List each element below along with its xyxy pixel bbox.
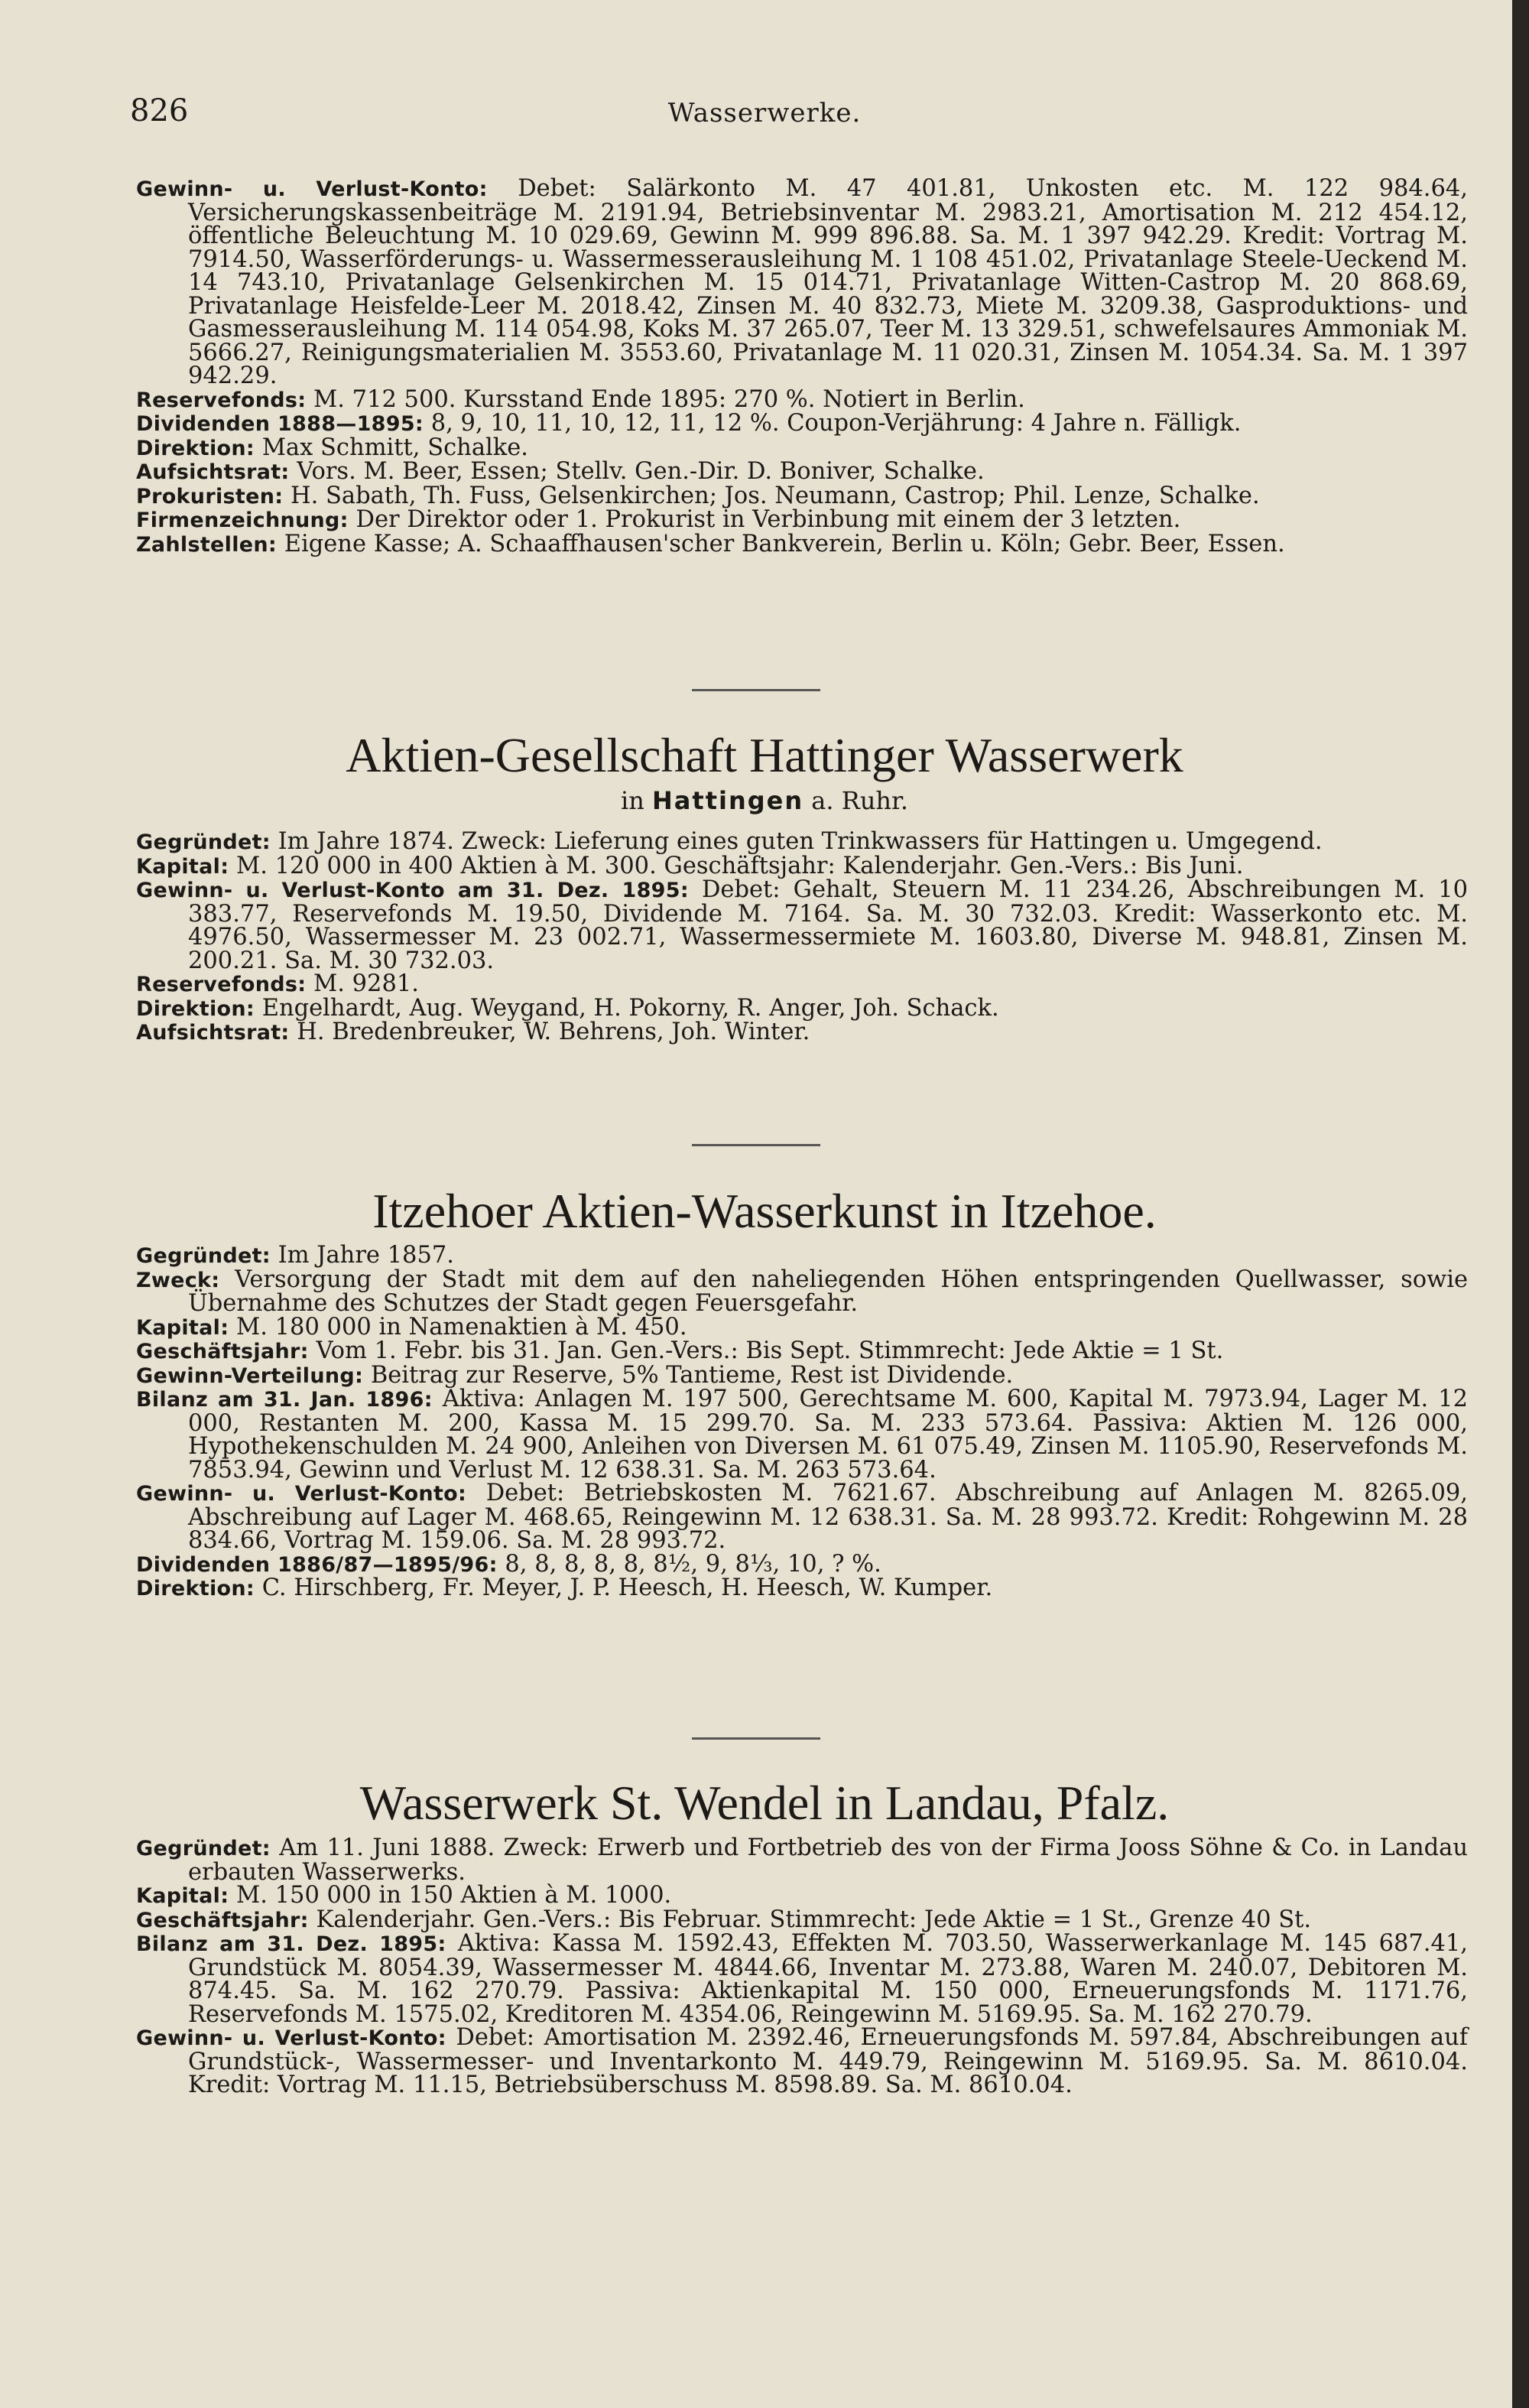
entry [136, 970, 1468, 997]
entry-label: Reservefonds: [136, 388, 307, 412]
entry-text: H. Sabath, Th. Fuss, Gelsenkirchen; Jos. Neumann, Castrop; Phil. Lenze, Schalke. [291, 482, 1260, 509]
entry [136, 1388, 1468, 1482]
page-number: 826 [130, 93, 189, 128]
entry-text: Debet: Amortisation M. 2392.46, Erneuerungsfonds M. 597.84, Abschreibungen auf Grundstück-, Wassermesser- und Inventarkonto M. 449.79, Reingewinn M. 5169.95. Sa. M. 8610.04. Kredit: Vortrag M. 11.15, Betriebsüberschuss M. 8598.89. Sa. M. 8610.04. [188, 2024, 1468, 2098]
section-body [136, 1244, 1468, 1601]
entry-text: M. 150 000 in 150 Aktien à M. 1000. [236, 1882, 672, 1909]
entry [136, 1313, 1468, 1340]
entry-text: Vom 1. Febr. bis 31. Jan. Gen.-Vers.: Bis Sept. Stimmrecht: Jede Aktie = 1 St. [316, 1337, 1224, 1364]
subtitle-prefix: in [621, 786, 644, 815]
entry-text: 8, 8, 8, 8, 8, 8½, 9, 8⅓, 10, ? %. [505, 1550, 881, 1578]
entry-text: M. 120 000 in 400 Aktien à M. 300. Geschäftsjahr: Kalenderjahr. Gen.-Vers.: Bis Juni. [236, 852, 1244, 879]
entry-text: Aktiva: Kassa M. 1592.43, Effekten M. 703.50, Wasserwerkanlage M. 145 687.41, Grundstück M. 8054.39, Wassermesser M. 4844.66, Inventar M. 273.88, Waren M. 240.07, Debitoren M. 874.45. Sa. M. 162 270.79. Passiva: Aktienkapital M. 150 000, Erneuerungsfonds M. 1171.76, Reservefonds M. 1575.02, Kreditoren M. 4354.06, Reingewinn M. 5169.95. Sa. M. 162 270.79. [188, 1930, 1468, 2028]
entry-label: Gewinn- u. Verlust-Konto: [136, 2026, 446, 2050]
entry-label: Gewinn-Verteilung: [136, 1363, 364, 1388]
section-divider [692, 1144, 820, 1146]
entry-label: Direktion: [136, 996, 255, 1021]
entry [136, 1906, 1468, 1933]
entry-text: 8, 9, 10, 11, 10, 12, 11, 12 %. Coupon-Verjährung: 4 Jahre n. Fälligk. [430, 410, 1242, 437]
entry [136, 530, 1468, 557]
entry [136, 412, 1468, 437]
entry [136, 1021, 1468, 1045]
running-title: Wasserwerke. [667, 98, 862, 128]
section-title: Aktien-Gesellschaft Hattinger Wasserwerk [346, 728, 1183, 782]
entry-text: Engelhardt, Aug. Weygand, H. Pokorny, R. Anger, Joh. Schack. [261, 994, 999, 1022]
entry [136, 994, 1468, 1022]
entry [136, 2026, 1468, 2098]
section-continued [136, 177, 1468, 557]
entry-label: Zahlstellen: [136, 532, 278, 557]
entry-label: Firmenzeichnung: [136, 509, 349, 532]
entry-text: M. 712 500. Kursstand Ende 1895: 270 %. Notiert in Berlin. [313, 385, 1025, 413]
entry-label: Zweck: [136, 1268, 220, 1292]
entry-label: Dividenden 1888—1895: [136, 412, 424, 436]
section-subtitle [0, 786, 1529, 815]
entry-label: Geschäftsjahr: [136, 1340, 309, 1363]
entry-label: Gewinn- u. Verlust-Konto: [136, 177, 488, 201]
entry-label: Reservefonds: [136, 973, 307, 996]
entry-label: Direktion: [136, 436, 255, 460]
entry [136, 830, 1468, 855]
entry-text: Max Schmitt, Schalke. [261, 434, 528, 461]
entry-text: Beitrag zur Reserve, 5% Tantieme, Rest ist Dividende. [370, 1361, 1014, 1389]
entry-text: Im Jahre 1874. Zweck: Lieferung eines guten Trinkwassers für Hattingen u. Umgegend. [278, 828, 1323, 855]
entry-label: Prokuristen: [136, 484, 284, 509]
entry-label: Gegründet: [136, 1244, 271, 1268]
entry-label: Bilanz am 31. Jan. 1896: [136, 1388, 433, 1412]
entry-text: Am 11. Juni 1888. Zweck: Erwerb und Fortbetrieb des von der Firma Jooss Söhne & Co. in Landau erbauten Wasserwerks. [188, 1834, 1468, 1886]
section-body [136, 1834, 1468, 2098]
entry [136, 1337, 1468, 1364]
entry-text: M. 9281. [313, 970, 419, 997]
entry-label: Kapital: [136, 1315, 229, 1340]
entry [136, 1482, 1468, 1553]
entry-label: Kapital: [136, 1884, 229, 1908]
entry-label: Gegründet: [136, 830, 271, 854]
entry [136, 1932, 1468, 2026]
entry-text: Debet: Salärkonto M. 47 401.81, Unkosten etc. M. 122 984.64, Versicherungskassenbeiträge M. 2191.94, Betriebsinventar M. 2983.21, Amortisation M. 212 454.12, öffentliche Beleuchtung M. 10 029.69, Gewinn M. 999 896.88. Sa. M. 1 397 942.29. Kredit: Vortrag M. 7914.50, Wasserförderungs- u. Wassermesserausleihung M. 1 108 451.02, Privatanlage Steele-Ueckend M. 14 743.10, Privatanlage Gelsenkirchen M. 15 014.71, Privatanlage Witten-Castrop M. 20 868.69, Privatanlage Heisfelde-Leer M. 2018.42, Zinsen M. 40 832.73, Miete M. 3209.38, Gasproduktions- und Gasmesserausleihung M. 114 054.98, Koks M. 37 265.07, Teer M. 13 329.51, schwefelsaures Ammoniak M. 5666.27, Reinigungsmaterialien M. 3553.60, Privatanlage M. 11 020.31, Zinsen M. 1054.34. Sa. M. 1 397 942.29. [188, 175, 1468, 389]
entry [136, 1550, 1468, 1578]
entry-text: Vors. M. Beer, Essen; Stellv. Gen.-Dir. D. Boniver, Schalke. [297, 458, 985, 485]
subtitle-suffix: a. Ruhr. [811, 786, 908, 815]
entry [136, 177, 1468, 388]
entry [136, 434, 1468, 461]
entry-label: Geschäftsjahr: [136, 1908, 309, 1932]
entry-label: Gewinn- u. Verlust-Konto am 31. Dez. 1895: [136, 879, 689, 902]
section-title: Wasserwerk St. Wendel in Landau, Pfalz. [359, 1776, 1170, 1830]
entry [136, 1266, 1468, 1317]
entry [136, 1361, 1468, 1389]
entry-text: Debet: Gehalt, Steuern M. 11 234.26, Abschreibungen M. 10 383.77, Reservefonds M. 19.50, Dividende M. 7164. Sa. M. 30 732.03. Kredit: Wasserkonto etc. M. 4976.50, Wassermesser M. 23 002.71, Wassermessermiete M. 1603.80, Diverse M. 948.81, Zinsen M. 200.21. Sa. M. 30 732.03. [188, 876, 1468, 974]
entry [136, 1244, 1468, 1269]
section-title: Itzehoer Aktien-Wasserkunst in Itzehoe. [372, 1184, 1157, 1238]
entry-text: Im Jahre 1857. [278, 1242, 454, 1269]
entry-text: Eigene Kasse; A. Schaaffhausen'scher Bankverein, Berlin u. Köln; Gebr. Beer, Essen. [284, 530, 1285, 557]
entry [136, 1574, 1468, 1601]
section-body [136, 830, 1468, 1045]
entry [136, 1884, 1468, 1909]
entry-text: M. 180 000 in Namenaktien à M. 450. [236, 1313, 687, 1340]
entry [136, 482, 1468, 509]
entry-text: Der Direktor oder 1. Prokurist in Verbinbung mit einem der 3 letzten. [355, 506, 1181, 533]
subtitle-place: Hattingen [652, 786, 804, 815]
entry-label: Aufsichtsrat: [136, 1021, 290, 1045]
entry-label: Dividenden 1886/87—1895/96: [136, 1552, 498, 1577]
entry-label: Gewinn- u. Verlust-Konto: [136, 1482, 467, 1506]
entry-text: Debet: Betriebskosten M. 7621.67. Abschreibung auf Anlagen M. 8265.09, Abschreibung auf Lager M. 468.65, Reingewinn M. 12 638.31. Sa. M. 28 993.72. Kredit: Rohgewinn M. 28 834.66, Vortrag M. 159.06. Sa. M. 28 993.72. [188, 1480, 1468, 1554]
entry [136, 1834, 1468, 1886]
entry [136, 460, 1468, 485]
entry-label: Kapital: [136, 854, 229, 879]
entry-text: Aktiva: Anlagen M. 197 500, Gerechtsame M. 600, Kapital M. 7973.94, Lager M. 12 000, Restanten M. 200, Kassa M. 15 299.70. Sa. M. 233 573.64. Passiva: Aktien M. 126 000, Hypothekenschulden M. 24 900, Anleihen von Diversen M. 61 075.49, Zinsen M. 1105.90, Reservefonds M. 7853.94, Gewinn und Verlust M. 12 638.31. Sa. M. 263 573.64. [188, 1386, 1468, 1483]
entry [136, 506, 1468, 533]
entry [136, 852, 1468, 879]
entry-label: Direktion: [136, 1577, 255, 1600]
entry-label: Aufsichtsrat: [136, 460, 290, 484]
section-divider [692, 1737, 820, 1740]
entry [136, 876, 1468, 974]
entry-text: H. Bredenbreuker, W. Behrens, Joh. Winter. [297, 1019, 810, 1045]
entry-text: Kalenderjahr. Gen.-Vers.: Bis Februar. Stimmrecht: Jede Aktie = 1 St., Grenze 40 St. [316, 1906, 1312, 1933]
page-header [0, 93, 1529, 139]
entry-label: Bilanz am 31. Dez. 1895: [136, 1932, 446, 1956]
entry-label: Gegründet: [136, 1837, 271, 1860]
section-divider [692, 689, 820, 691]
entry-text: C. Hirschberg, Fr. Meyer, J. P. Heesch, H. Heesch, W. Kumper. [261, 1574, 993, 1601]
entry-text: Versorgung der Stadt mit dem auf den naheliegenden Höhen entspringenden Quellwasser, sowie Übernahme des Schutzes der Stadt gegen Feuersgefahr. [188, 1266, 1468, 1317]
entry [136, 385, 1468, 413]
